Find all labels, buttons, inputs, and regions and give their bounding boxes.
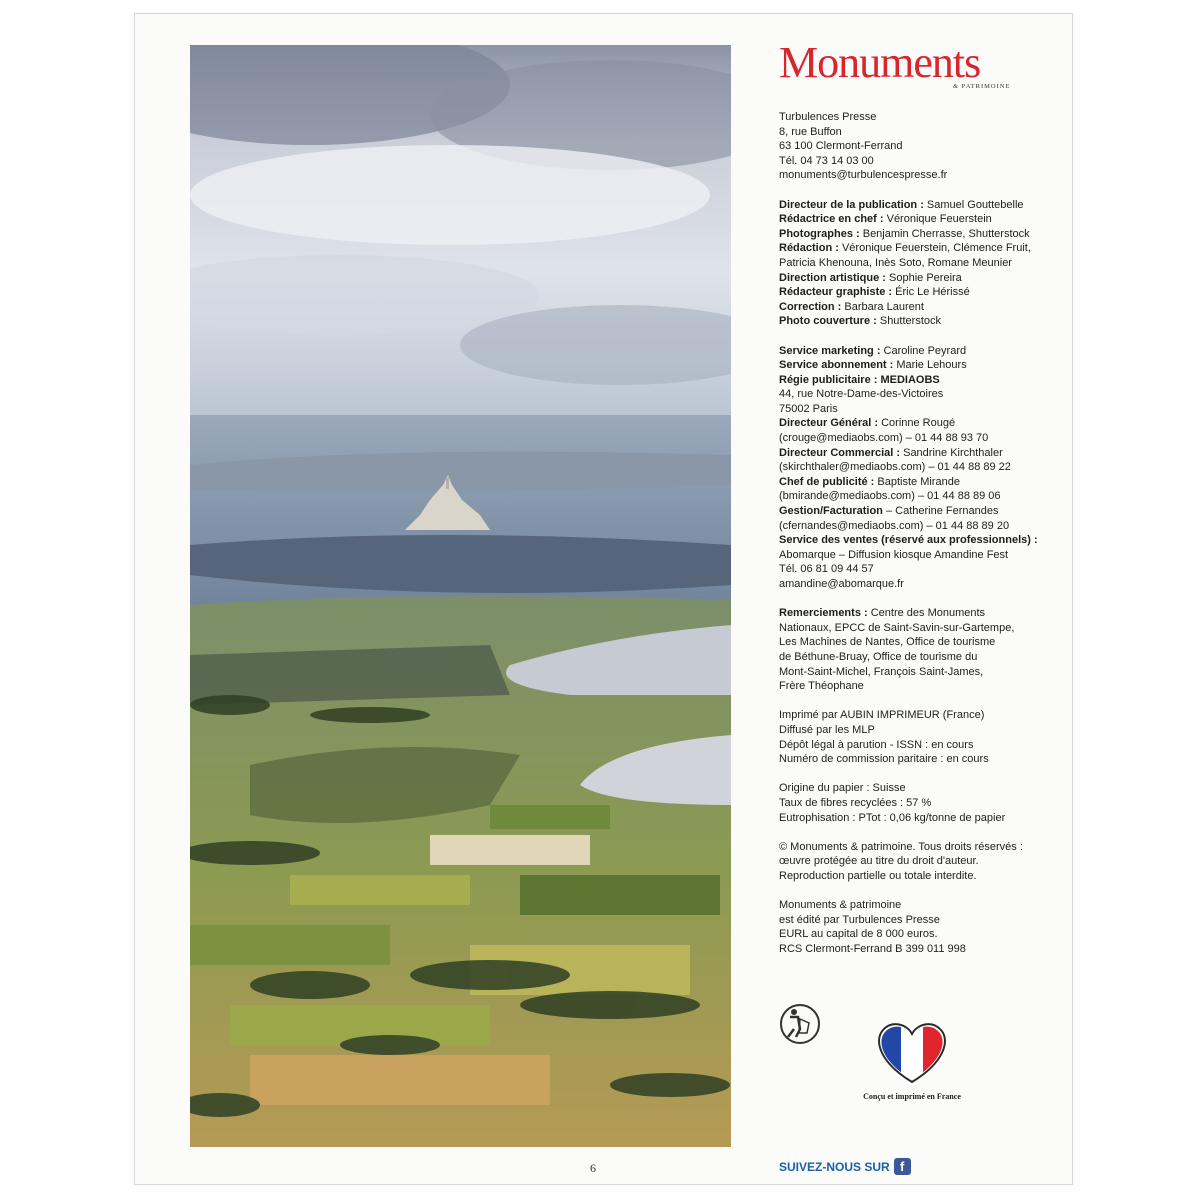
address-email: monuments@turbulencespresse.fr — [779, 169, 948, 182]
credit-line — [779, 285, 1049, 300]
printing-line: Numéro de commission paritaire : en cours — [779, 753, 989, 766]
credit-line — [779, 271, 1049, 286]
business-value: Marie Lehours — [893, 359, 967, 372]
address-line: Turbulences Presse — [779, 111, 877, 123]
business-value: amandine@abomarque.fr — [779, 578, 904, 590]
social-follow[interactable] — [779, 1158, 911, 1175]
mont-saint-michel-aerial-image — [190, 45, 731, 1147]
credit-value: Shutterstock — [876, 315, 941, 328]
business-line — [779, 358, 1049, 373]
credit-label: Directeur de la publication : — [779, 198, 924, 211]
credit-line — [779, 256, 1049, 271]
company-line: EURL au capital de 8 000 euros. — [779, 928, 938, 941]
company-info — [779, 898, 1049, 956]
business-line — [779, 519, 1049, 534]
landscape-photo — [190, 45, 731, 1147]
facebook-icon[interactable]: f — [894, 1158, 911, 1175]
business-label: Service marketing : — [779, 344, 881, 357]
rights-line: Reproduction partielle ou totale interdite. — [779, 869, 977, 882]
credit-value: Patricia Khenouna, Inès Soto, Romane Meunier — [779, 256, 1012, 269]
thanks-line — [779, 679, 1049, 694]
thanks-line — [779, 650, 1049, 665]
thanks-value: de Béthune-Bruay, Office de tourisme du — [779, 650, 978, 663]
business-value: (cfernandes@mediaobs.com) – 01 44 88 89 20 — [779, 519, 1010, 532]
company-line: Monuments & patrimoine — [779, 899, 902, 912]
credit-label: Photographes : — [779, 227, 860, 240]
heart-france-icon — [874, 1017, 953, 1087]
masthead-subtitle: & PATRIMOINE — [953, 83, 1011, 90]
business-label: Régie publicitaire : MEDIAOBS — [779, 373, 940, 386]
business-line — [779, 475, 1049, 490]
business-line — [779, 431, 1049, 446]
business-line — [779, 562, 1049, 577]
thanks-value: Les Machines de Nantes, Office de tourisme — [779, 636, 996, 649]
credit-label: Rédactrice en chef : — [779, 213, 884, 226]
thanks-label: Remerciements : — [779, 607, 868, 620]
paper-line: Taux de fibres recyclées : 57 % — [779, 796, 932, 809]
thanks-line — [779, 606, 1049, 621]
business-line — [779, 460, 1049, 475]
business-line — [779, 548, 1049, 563]
page-number: 6 — [590, 1161, 596, 1175]
rights-line: © Monuments & patrimoine. Tous droits réservés : — [779, 840, 1023, 853]
business-value: Tél. 06 81 09 44 57 — [779, 563, 874, 576]
credit-value: Samuel Gouttebelle — [923, 198, 1024, 211]
masthead-title: Monuments — [779, 38, 981, 87]
eco-labels — [779, 1002, 979, 1102]
paper-line: Eutrophisation : PTot : 0,06 kg/tonne de papier — [779, 811, 1006, 824]
business-line — [779, 373, 1049, 388]
business-value: 75002 Paris — [779, 402, 838, 415]
printing-line: Diffusé par les MLP — [779, 723, 875, 736]
business-value: (crouge@mediaobs.com) – 01 44 88 93 70 — [779, 432, 989, 445]
labels-area — [779, 1002, 979, 1102]
thanks-line — [779, 635, 1049, 650]
acknowledgements — [779, 606, 1049, 694]
business-value: (bmirande@mediaobs.com) – 01 44 88 89 06 — [779, 490, 1001, 503]
credit-label: Rédacteur graphiste : — [779, 286, 893, 299]
address-line: Tél. 04 73 14 03 00 — [779, 154, 874, 167]
business-value: Sandrine Kirchthaler — [900, 446, 1003, 459]
business-line — [779, 387, 1049, 402]
business-line — [779, 446, 1049, 461]
business-label: Gestion/Facturation — [779, 505, 883, 518]
credit-label: Correction : — [779, 300, 842, 313]
business-label: Service des ventes (réservé aux professionnels) : — [779, 534, 1038, 547]
business-line — [779, 416, 1049, 431]
imprint-column — [779, 40, 1049, 971]
business-value: (skirchthaler@mediaobs.com) – 01 44 88 89 22 — [779, 461, 1011, 474]
paper-info — [779, 781, 1049, 825]
publisher-address — [779, 110, 1049, 183]
credit-line — [779, 212, 1049, 227]
address-line: 63 100 Clermont-Ferrand — [779, 140, 903, 153]
business-value: Baptiste Mirande — [874, 475, 960, 488]
credit-label: Rédaction : — [779, 242, 839, 255]
company-line: est édité par Turbulences Presse — [779, 913, 940, 926]
printing-info — [779, 708, 1049, 766]
triman-recycle-icon — [781, 1005, 819, 1043]
credit-value: Barbara Laurent — [841, 300, 924, 313]
credit-value: Benjamin Cherrasse, Shutterstock — [859, 227, 1030, 240]
thanks-line — [779, 665, 1049, 680]
business-line — [779, 577, 1049, 592]
business-label: Chef de publicité : — [779, 475, 875, 488]
business-value: Caroline Peyrard — [880, 344, 967, 357]
business-label: Directeur Général : — [779, 417, 879, 430]
thanks-value: Frère Théophane — [779, 680, 864, 693]
credit-value: Véronique Feuerstein — [883, 213, 992, 226]
business-line — [779, 489, 1049, 504]
badge-text: Conçu et imprimé en France — [863, 1092, 961, 1101]
business-line — [779, 344, 1049, 359]
thanks-value: Centre des Monuments — [867, 607, 986, 620]
address-line: 8, rue Buffon — [779, 125, 842, 138]
credit-label: Direction artistique : — [779, 271, 886, 284]
credit-label: Photo couverture : — [779, 315, 877, 328]
printing-line: Dépôt légal à parution - ISSN : en cours — [779, 738, 974, 751]
business-line — [779, 504, 1049, 519]
credit-value: Véronique Feuerstein, Clémence Fruit, — [838, 242, 1031, 255]
credit-value: Éric Le Hérissé — [892, 286, 970, 299]
rights-line: œuvre protégée au titre du droit d'auteur. — [779, 855, 979, 868]
thanks-line — [779, 621, 1049, 636]
credit-line — [779, 227, 1049, 242]
credit-line — [779, 314, 1049, 329]
business-line — [779, 533, 1049, 548]
thanks-value: Mont-Saint-Michel, François Saint-James, — [779, 665, 984, 678]
credit-line — [779, 300, 1049, 315]
thanks-value: Nationaux, EPCC de Saint-Savin-sur-Gartempe, — [779, 621, 1015, 634]
business-value: Corinne Rougé — [878, 417, 956, 430]
business-contacts — [779, 344, 1049, 592]
business-label: Directeur Commercial : — [779, 446, 901, 459]
company-line: RCS Clermont-Ferrand B 399 011 998 — [779, 942, 966, 955]
copyright-notice — [779, 840, 1049, 884]
printing-line: Imprimé par AUBIN IMPRIMEUR (France) — [779, 709, 985, 722]
business-label: Service abonnement : — [779, 359, 894, 372]
follow-label: SUIVEZ-NOUS SUR — [779, 1159, 890, 1174]
paper-line: Origine du papier : Suisse — [779, 782, 906, 795]
masthead-logo — [779, 40, 1049, 92]
business-line — [779, 402, 1049, 417]
business-value: 44, rue Notre-Dame-des-Victoires — [779, 388, 944, 401]
business-value: – Catherine Fernandes — [882, 505, 999, 518]
credit-line — [779, 198, 1049, 213]
editorial-credits — [779, 198, 1049, 329]
credit-line — [779, 241, 1049, 256]
business-value: Abomarque – Diffusion kiosque Amandine Fest — [779, 548, 1009, 561]
credit-value: Sophie Pereira — [885, 271, 962, 284]
